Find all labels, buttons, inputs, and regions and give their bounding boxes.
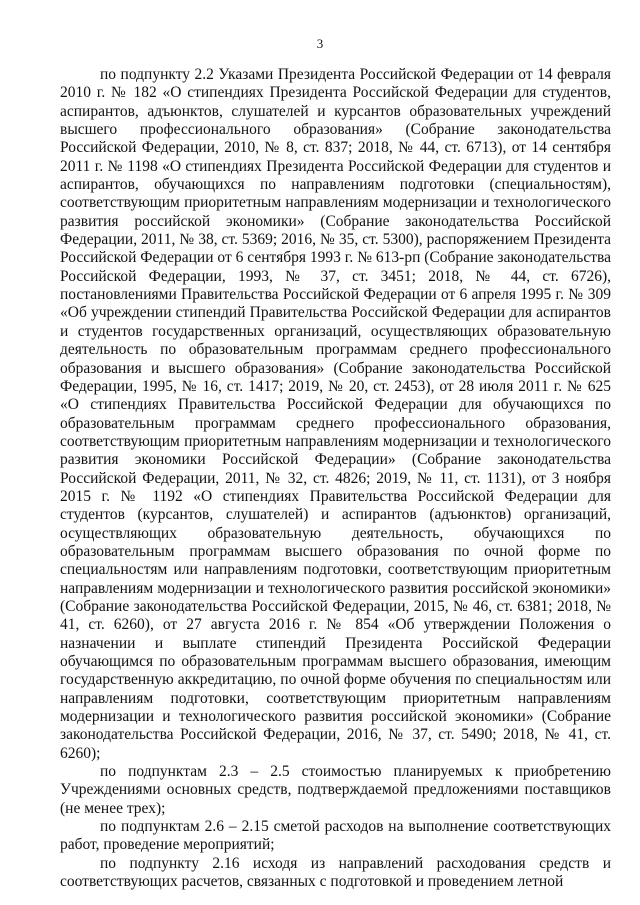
paragraph-subclauses-2-3-2-5: по подпунктам 2.3 – 2.5 стоимостью планируемых к приобретению Учреждениями основных средств, подтверждаемой предложениями поставщиков (не менее трех); bbox=[60, 763, 611, 817]
paragraph-subclause-2-16: по подпункту 2.16 исходя из направлений расходования средств и соответствующих расчетов, связанных с подготовкой и проведением летной bbox=[60, 854, 611, 891]
document-body bbox=[60, 66, 611, 891]
paragraph-subclause-2-2: по подпункту 2.2 Указами Президента Российской Федерации от 14 февраля 2010 г. № 182 «О стипендиях Президента Российской Федерации для студентов, аспирантов, адъюнктов, слушателей и курсантов образовательных учреждений высшего профессионального образования» (Собрание законодательства Российской Федерации, 2010, № 8, ст. 837; 2018, № 44, ст. 6713), от 14 сентября 2011 г. № 1198 «О стипендиях Президента Российской Федерации для студентов и аспирантов, обучающихся по направлениям подготовки (специальностям), соответствующим приоритетным направлениям модернизации и технологического развития российской экономики» (Собрание законодательства Российской Федерации, 2011, № 38, ст. 5369; 2016, № 35, ст. 5300), распоряжением Президента Российской Федерации от 6 сентября 1993 г. № 613-рп (Собрание законодательства Российской Федерации, 1993, № 37, ст. 3451; 2018, № 44, ст. 6726), постановлениями Правительства Российской Федерации от 6 апреля 1995 г. № 309 «Об учреждении стипендий Правительства Российской Федерации для аспирантов и студентов государственных организаций, осуществляющих образовательную деятельность по образовательным программам среднего профессионального образования и высшего образования» (Собрание законодательства Российской Федерации, 1995, № 16, ст. 1417; 2019, № 20, ст. 2453), от 28 июля 2011 г. № 625 «О стипендиях Правительства Российской Федерации для обучающихся по образовательным программам среднего профессионального образования, соответствующим приоритетным направлениям модернизации и технологического развития экономики Российской Федерации» (Собрание законодательства Российской Федерации, 2011, № 32, ст. 4826; 2019, № 11, ст. 1131), от 3 ноября 2015 г. № 1192 «О стипендиях Правительства Российской Федерации для студентов (курсантов, слушателей) и аспирантов (адъюнктов) организаций, осуществляющих образовательную деятельность, обучающихся по образовательным программам высшего образования по очной форме по специальностям или направлениям подготовки, соответствующим приоритетным направлениям модернизации и технологического развития российской экономики» (Собрание законодательства Российской Федерации, 2015, № 46, ст. 6381; 2018, № 41, ст. 6260), от 27 августа 2016 г. № 854 «Об утверждении Положения о назначении и выплате стипендий Президента Российской Федерации обучающимся по образовательным программам высшего образования, имеющим государственную аккредитацию, по очной форме обучения по специальностям или направлениям подготовки, соответствующим приоритетным направлениям модернизации и технологического развития российской экономики» (Собрание законодательства Российской Федерации, 2016, № 37, ст. 5490; 2018, № 41, ст. 6260); bbox=[60, 66, 611, 762]
paragraph-subclauses-2-6-2-15: по подпунктам 2.6 – 2.15 сметой расходов на выполнение соответствующих работ, проведение мероприятий; bbox=[60, 818, 611, 854]
page-number: 3 bbox=[316, 36, 324, 51]
